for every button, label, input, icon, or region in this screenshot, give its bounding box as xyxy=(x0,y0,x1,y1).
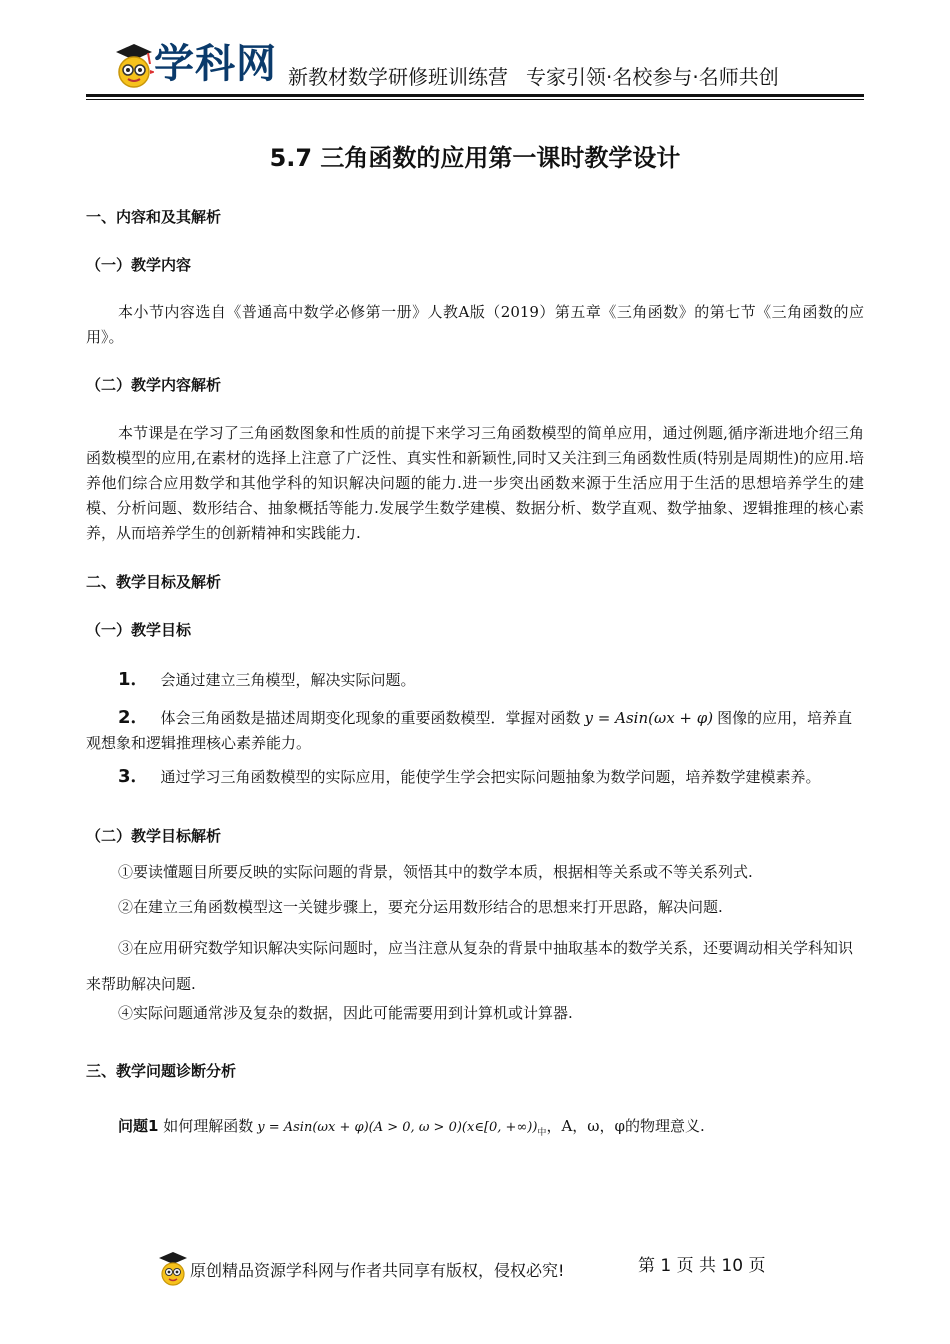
question-text: 如何理解函数 xyxy=(163,1117,254,1135)
logo-text: 学科网 xyxy=(154,41,277,87)
section2-sub1-heading: （一）教学目标 xyxy=(86,621,192,639)
formula: y = Asin(ωx + φ) xyxy=(584,709,714,727)
footer-mascot-icon xyxy=(156,1250,190,1290)
question-sub: 中 xyxy=(537,1128,547,1138)
goal-item-2 xyxy=(86,705,864,756)
document-title: 5.7 三角函数的应用第一课时教学设计 xyxy=(269,144,681,172)
page-number: 第 1 页 共 10 页 xyxy=(638,1256,766,1276)
analysis-item-1 xyxy=(86,860,864,885)
analysis-text: ②在建立三角函数模型这一关键步骤上，要充分运用数形结合的思想来打开思路，解决问题. xyxy=(118,898,723,916)
slogan-part1: 新教材数学研修班训练营 xyxy=(288,65,508,89)
goal-text: 通过学习三角函数模型的实际应用，能使学生学会把实际问题抽象为数学问题，培养数学建模素养。 xyxy=(160,768,821,786)
question-text-after: ，A，ω，φ的物理意义. xyxy=(546,1117,705,1135)
goal-number: 3． xyxy=(118,766,149,787)
goal-text: 体会三角函数是描述周期变化现象的重要函数模型．掌握对函数 xyxy=(160,709,581,727)
section1-sub2-heading: （二）教学内容解析 xyxy=(86,376,222,394)
goal-item-3 xyxy=(86,764,864,790)
goal-item-1 xyxy=(86,667,864,693)
analysis-item-2 xyxy=(86,895,864,920)
analysis-text: ③在应用研究数学知识解决实际问题时，应当注意从复杂的背景中抽取基本的数学关系，还要调动相关学科知识来帮助解决问题. xyxy=(86,939,854,993)
section1-sub2-text: 本节课是在学习了三角函数图象和性质的前提下来学习三角函数模型的简单应用，通过例题,循序渐进地介绍三角函数模型的应用,在素材的选择上注意了广泛性、真实性和新颖性,同时又关注到三角函数性质(特别是周期性)的应用.培养他们综合应用数学和其他学科的知识解决问题的能力.进一步突出函数来源于生活应用于生活的思想培养学生的建模、分析问题、数形结合、抽象概括等能力.发展学生数学建模、数据分析、数学直观、数学抽象、逻辑推理的核心素养，从而培养学生的创新精神和实践能力. xyxy=(86,424,864,542)
section1-heading: 一、内容和及其解析 xyxy=(86,208,222,226)
slogan-part2: 专家引领·名校参与·名师共创 xyxy=(526,65,779,89)
header-divider-thin xyxy=(86,99,864,100)
goal-text-after: 图像的应用，培养直观想象和逻辑推理核心素养能力。 xyxy=(86,709,853,752)
mascot-icon xyxy=(110,42,154,92)
question-formula: y = Asin(ωx + φ)(A > 0, ω > 0)(x∈[0, +∞)) xyxy=(257,1120,538,1135)
section2-heading: 二、教学目标及解析 xyxy=(86,573,222,591)
section2-sub2-heading: （二）教学目标解析 xyxy=(86,827,222,845)
goal-number: 1． xyxy=(118,669,149,690)
footer-copyright: 原创精品资源学科网与作者共同享有版权，侵权必究! xyxy=(190,1261,565,1280)
header-slogan xyxy=(288,64,779,90)
analysis-text: ①要读懂题目所要反映的实际问题的背景，领悟其中的数学本质，根据相等关系或不等关系列式. xyxy=(118,863,753,881)
section1-sub1-text: 本小节内容选自《普通高中数学必修第一册》人教A版（2019）第五章《三角函数》的第七节《三角函数的应用》。 xyxy=(86,303,864,346)
analysis-text: ④实际问题通常涉及复杂的数据，因此可能需要用到计算机或计算器. xyxy=(118,1004,573,1022)
question-1 xyxy=(86,1114,864,1146)
header-divider xyxy=(86,94,864,97)
goal-number: 2． xyxy=(118,707,149,728)
analysis-item-3 xyxy=(86,930,864,1002)
site-logo xyxy=(110,38,280,94)
section3-heading: 三、教学问题诊断分析 xyxy=(86,1062,237,1080)
analysis-item-4 xyxy=(86,1001,864,1026)
goal-text: 会通过建立三角模型，解决实际问题。 xyxy=(160,671,416,689)
section1-sub1-heading: （一）教学内容 xyxy=(86,256,192,274)
question-label: 问题1 xyxy=(118,1117,159,1135)
